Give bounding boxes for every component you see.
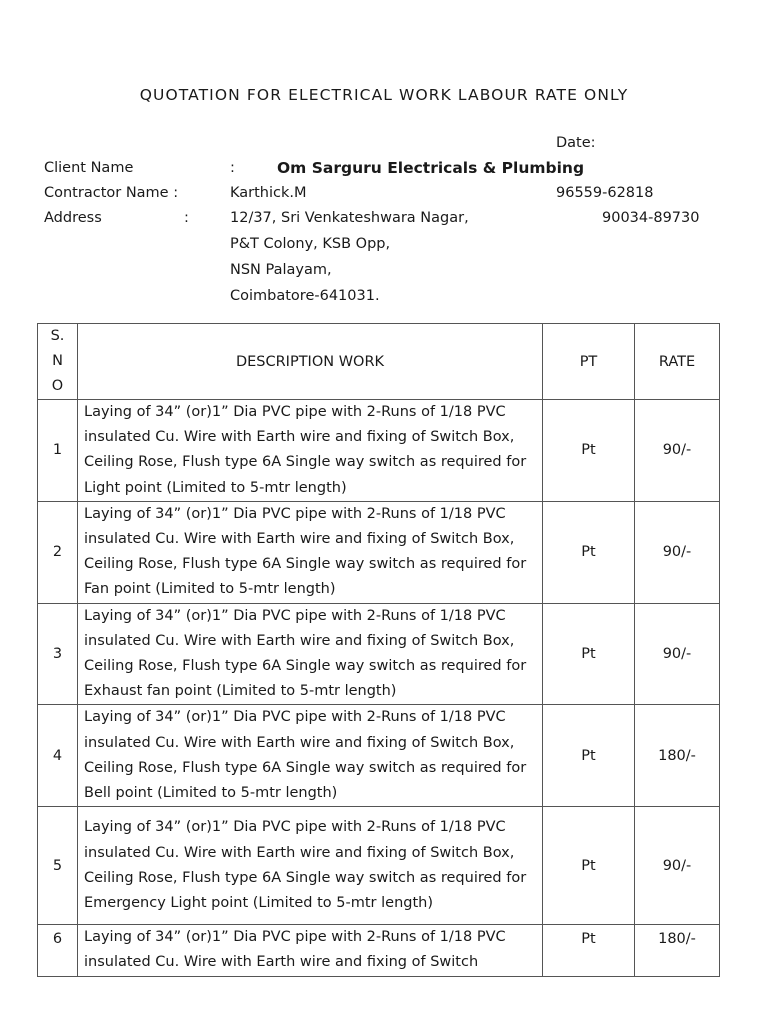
row-pt: Pt [543,603,635,705]
header-sno [38,324,78,400]
date-label: Date: [556,135,596,151]
contractor-name-value: Karthick.M [230,185,307,201]
row-description: Laying of 34” (or)1” Dia PVC pipe with 2-Runs of 1/18 PVC insulated Cu. Wire with Earth wire and fixing of Switch Box, Ceiling Rose, Flush type 6A Single way switch as required for Bell point (Limited to 5-mtr length) [78,705,543,807]
address-line-2: P&T Colony, KSB Opp, [230,236,391,252]
row-pt: Pt [543,807,635,925]
row-rate: 90/- [635,501,720,603]
client-name-separator: : [230,160,235,176]
header-description: DESCRIPTION WORK [78,324,543,400]
table-row [38,925,720,976]
row-rate: 90/- [635,603,720,705]
table-row [38,705,720,807]
row-sno: 5 [38,807,78,925]
row-pt: Pt [543,501,635,603]
page-title: QUOTATION FOR ELECTRICAL WORK LABOUR RATE ONLY [139,86,629,104]
row-rate: 90/- [635,400,720,502]
row-sno: 2 [38,501,78,603]
row-rate: 180/- [635,705,720,807]
row-description: Laying of 34” (or)1” Dia PVC pipe with 2-Runs of 1/18 PVC insulated Cu. Wire with Earth wire and fixing of Switch [78,925,543,976]
row-description: Laying of 34” (or)1” Dia PVC pipe with 2-Runs of 1/18 PVC insulated Cu. Wire with Earth wire and fixing of Switch Box, Ceiling Rose, Flush type 6A Single way switch as required for Light point (Limited to 5-mtr length) [78,400,543,502]
row-description: Laying of 34” (or)1” Dia PVC pipe with 2-Runs of 1/18 PVC insulated Cu. Wire with Earth wire and fixing of Switch Box, Ceiling Rose, Flush type 6A Single way switch as required for Emergency Light point (Limited to 5-mtr length) [78,807,543,925]
row-rate: 90/- [635,807,720,925]
header-sno-line-2: N [52,353,63,369]
row-sno: 1 [38,400,78,502]
header-rate: RATE [635,324,720,400]
row-rate: 180/- [635,925,720,976]
table-row [38,400,720,502]
header-sno-line-3: O [51,378,64,394]
contractor-phone: 96559-62818 [556,185,654,201]
row-description: Laying of 34” (or)1” Dia PVC pipe with 2-Runs of 1/18 PVC insulated Cu. Wire with Earth wire and fixing of Switch Box, Ceiling Rose, Flush type 6A Single way switch as required for Fan point (Limited to 5-mtr length) [78,501,543,603]
row-sno: 3 [38,603,78,705]
address-line-3: NSN Palayam, [230,262,332,278]
address-line-4: Coimbatore-641031. [230,288,380,304]
table-row [38,501,720,603]
address-separator: : [184,210,189,226]
client-name-label: Client Name [44,160,134,176]
row-sno: 4 [38,705,78,807]
address-label: Address [44,210,102,226]
client-name-value: Om Sarguru Electricals & Plumbing [277,159,585,177]
row-pt: Pt [543,925,635,976]
row-sno: 6 [38,925,78,976]
quotation-table [37,323,720,977]
address-phone: 90034-89730 [602,210,700,226]
row-pt: Pt [543,705,635,807]
contractor-name-label: Contractor Name : [44,185,179,201]
table-header-row [38,324,720,400]
header-pt: PT [543,324,635,400]
table-row [38,603,720,705]
table-row [38,807,720,925]
row-pt: Pt [543,400,635,502]
row-description: Laying of 34” (or)1” Dia PVC pipe with 2-Runs of 1/18 PVC insulated Cu. Wire with Earth wire and fixing of Switch Box, Ceiling Rose, Flush type 6A Single way switch as required for Exhaust fan point (Limited to 5-mtr length) [78,603,543,705]
address-line-1: 12/37, Sri Venkateshwara Nagar, [230,210,469,226]
header-sno-line-1: S. [50,328,65,344]
